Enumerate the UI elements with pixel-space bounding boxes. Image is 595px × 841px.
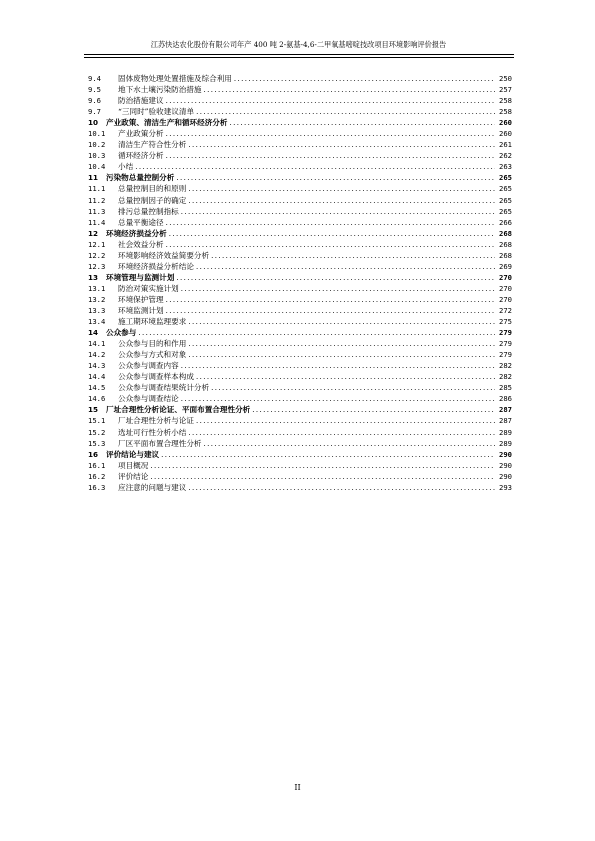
toc-dot-leader — [188, 350, 495, 361]
toc-chapter-entry[interactable] — [88, 272, 512, 283]
toc-entry-page: 293 — [499, 482, 512, 492]
toc-entry-title: 厂址合理性分析与论证 — [118, 416, 194, 426]
toc-section-entry[interactable] — [88, 84, 512, 95]
toc-entry-title: 评价结论与建议 — [106, 449, 160, 459]
toc-entry-title: 清洁生产符合性分析 — [118, 140, 187, 150]
toc-dot-leader — [181, 361, 495, 372]
toc-entry-title: 应注意的问题与建议 — [118, 482, 187, 492]
toc-entry-page: 279 — [499, 350, 512, 360]
toc-entry-page: 270 — [499, 272, 512, 282]
toc-chapter-entry[interactable] — [88, 404, 512, 415]
toc-entry-number: 10.1 — [88, 129, 106, 139]
toc-dot-leader — [166, 96, 495, 107]
toc-dot-leader — [204, 85, 495, 96]
toc-dot-leader — [188, 196, 495, 207]
toc-entry-number: 12.2 — [88, 250, 106, 260]
toc-dot-leader — [188, 317, 495, 328]
toc-entry-number: 9.7 — [88, 107, 101, 117]
toc-entry-title: 总量控制因子的确定 — [118, 195, 187, 205]
toc-entry-number: 14.6 — [88, 394, 106, 404]
toc-entry-number: 15 — [88, 405, 99, 415]
toc-entry-title: “三同时”验收建议清单 — [118, 107, 195, 117]
toc-entry-page: 275 — [499, 317, 512, 327]
toc-entry-number: 14 — [88, 328, 99, 338]
toc-entry-number: 13.2 — [88, 294, 106, 304]
toc-section-entry[interactable] — [88, 371, 512, 382]
toc-entry-number: 12 — [88, 228, 99, 238]
toc-entry-number: 10 — [88, 118, 99, 128]
toc-section-entry[interactable] — [88, 415, 512, 426]
toc-entry-number: 9.4 — [88, 74, 101, 83]
table-of-contents — [88, 73, 512, 493]
toc-entry-title: 施工期环境监理要求 — [118, 317, 187, 327]
toc-section-entry[interactable] — [88, 460, 512, 471]
toc-entry-title: 公众参与调查样本构成 — [118, 372, 194, 382]
toc-section-entry[interactable] — [88, 283, 512, 294]
toc-dot-leader — [135, 162, 495, 173]
toc-chapter-entry[interactable] — [88, 228, 512, 239]
toc-section-entry[interactable] — [88, 106, 512, 117]
toc-entry-title: 公众参与调查结果统计分析 — [118, 383, 210, 393]
toc-entry-title: 厂区平面布置合理性分析 — [118, 438, 202, 448]
toc-entry-page: 269 — [499, 261, 512, 271]
toc-entry-number: 16.1 — [88, 460, 106, 470]
toc-section-entry[interactable] — [88, 382, 512, 393]
toc-section-entry[interactable] — [88, 393, 512, 404]
toc-chapter-entry[interactable] — [88, 327, 512, 338]
toc-entry-page: 287 — [499, 405, 512, 415]
toc-entry-number: 11.2 — [88, 195, 106, 205]
toc-entry-page: 272 — [499, 305, 512, 315]
toc-entry-title: 环境影响经济效益简要分析 — [118, 250, 210, 260]
toc-entry-title: 环境管理与监测计划 — [106, 272, 175, 282]
toc-entry-number: 9.6 — [88, 96, 101, 106]
toc-entry-title: 排污总量控制指标 — [118, 206, 179, 216]
toc-entry-title: 总量控制目的和原则 — [118, 184, 187, 194]
toc-section-entry[interactable] — [88, 206, 512, 217]
toc-dot-leader — [252, 405, 495, 416]
toc-entry-number: 12.3 — [88, 261, 106, 271]
running-header: 江苏快达农化股份有限公司年产 400 吨 2-氨基-4,6-二甲氧基嘧啶技改项目环境影响评价报告 — [150, 40, 447, 49]
toc-section-entry[interactable] — [88, 338, 512, 349]
toc-dot-leader — [166, 151, 495, 162]
toc-dot-leader — [176, 173, 495, 184]
toc-section-entry[interactable] — [88, 305, 512, 316]
page-number: II — [294, 783, 301, 792]
toc-dot-leader — [166, 240, 495, 251]
toc-entry-title: 循环经济分析 — [118, 151, 164, 161]
toc-dot-leader — [181, 284, 495, 295]
toc-entry-page: 260 — [499, 129, 512, 139]
toc-dot-leader — [196, 416, 495, 427]
toc-entry-page: 263 — [499, 162, 512, 172]
toc-entry-title: 厂址合理性分析论证、平面布置合理性分析 — [106, 405, 251, 415]
toc-entry-number: 11.4 — [88, 217, 106, 227]
toc-entry-number: 9.5 — [88, 85, 101, 95]
toc-entry-title: 公众参与调查结论 — [118, 394, 179, 404]
toc-dot-leader — [176, 273, 495, 284]
toc-entry-number: 13.3 — [88, 305, 106, 315]
toc-entry-page: 282 — [499, 372, 512, 382]
toc-dot-leader — [166, 295, 495, 306]
toc-entry-page: 268 — [499, 250, 512, 260]
toc-entry-number: 16.3 — [88, 482, 106, 492]
toc-entry-number: 15.2 — [88, 427, 106, 437]
toc-dot-leader — [196, 372, 495, 383]
toc-section-entry[interactable] — [88, 150, 512, 161]
toc-dot-leader — [138, 328, 495, 339]
toc-entry-number: 16.2 — [88, 471, 106, 481]
toc-entry-number: 13 — [88, 272, 99, 282]
toc-entry-number: 13.1 — [88, 283, 106, 293]
toc-entry-page: 250 — [499, 74, 512, 83]
toc-section-entry[interactable] — [88, 195, 512, 206]
toc-entry-title: 公众参与方式和对象 — [118, 350, 187, 360]
toc-entry-title: 污染物总量控制分析 — [106, 173, 175, 183]
toc-dot-leader — [166, 218, 495, 229]
toc-entry-title: 环境经济损益分析结论 — [118, 261, 194, 271]
toc-entry-number: 14.4 — [88, 372, 106, 382]
toc-section-entry[interactable] — [88, 294, 512, 305]
toc-dot-leader — [166, 129, 495, 140]
toc-entry-page: 279 — [499, 328, 512, 338]
header-rule-thick — [84, 54, 514, 55]
toc-entry-number: 12.1 — [88, 239, 106, 249]
toc-entry-title: 产业政策分析 — [118, 129, 164, 139]
toc-entry-number: 16 — [88, 449, 99, 459]
toc-chapter-entry[interactable] — [88, 449, 512, 460]
toc-section-entry[interactable] — [88, 183, 512, 194]
toc-section-entry[interactable] — [88, 261, 512, 272]
toc-dot-leader — [204, 439, 495, 450]
toc-entry-title: 公众参与目的和作用 — [118, 339, 187, 349]
toc-entry-page: 285 — [499, 383, 512, 393]
toc-dot-leader — [188, 483, 495, 494]
toc-entry-title: 评价结论 — [118, 471, 149, 481]
toc-entry-title: 固体废物处理处置措施及综合利用 — [118, 74, 232, 83]
toc-entry-title: 小结 — [118, 162, 134, 172]
toc-entry-page: 290 — [499, 471, 512, 481]
toc-section-entry[interactable] — [88, 427, 512, 438]
toc-entry-title: 防治对策实施计划 — [118, 283, 179, 293]
toc-entry-title: 环境保护管理 — [118, 294, 164, 304]
toc-dot-leader — [188, 428, 495, 439]
toc-entry-page: 290 — [499, 449, 512, 459]
toc-dot-leader — [181, 207, 495, 218]
toc-section-entry[interactable] — [88, 161, 512, 172]
toc-dot-leader — [166, 306, 495, 317]
toc-entry-title: 地下水土壤污染防治措施 — [118, 85, 202, 95]
toc-section-entry[interactable] — [88, 316, 512, 327]
toc-section-entry[interactable] — [88, 239, 512, 250]
toc-entry-number: 14.5 — [88, 383, 106, 393]
toc-dot-leader — [211, 251, 495, 262]
toc-dot-leader — [150, 461, 495, 472]
toc-entry-number: 13.4 — [88, 317, 106, 327]
toc-dot-leader — [188, 339, 495, 350]
toc-entry-number: 14.3 — [88, 361, 106, 371]
toc-section-entry[interactable] — [88, 471, 512, 482]
toc-dot-leader — [188, 140, 495, 151]
toc-section-entry[interactable] — [88, 438, 512, 449]
toc-entry-number: 14.1 — [88, 339, 106, 349]
toc-entry-page: 279 — [499, 339, 512, 349]
toc-entry-title: 社会效益分析 — [118, 239, 164, 249]
toc-entry-page: 286 — [499, 394, 512, 404]
toc-entry-page: 282 — [499, 361, 512, 371]
toc-entry-number: 10.2 — [88, 140, 106, 150]
toc-section-entry[interactable] — [88, 95, 512, 106]
toc-entry-page: 261 — [499, 140, 512, 150]
toc-dot-leader — [188, 184, 495, 195]
toc-dot-leader — [196, 262, 495, 273]
toc-dot-leader — [211, 383, 495, 394]
toc-entry-page: 268 — [499, 239, 512, 249]
toc-dot-leader — [169, 229, 495, 240]
toc-entry-page: 265 — [499, 184, 512, 194]
toc-dot-leader — [150, 472, 495, 483]
toc-entry-page: 289 — [499, 438, 512, 448]
toc-section-entry[interactable] — [88, 360, 512, 371]
toc-entry-page: 268 — [499, 228, 512, 238]
toc-entry-title: 产业政策、清洁生产和循环经济分析 — [106, 118, 228, 128]
toc-entry-number: 11.3 — [88, 206, 106, 216]
header-rule-thin — [84, 57, 514, 58]
toc-dot-leader — [161, 450, 495, 461]
toc-dot-leader — [196, 107, 495, 118]
toc-entry-number: 11.1 — [88, 184, 106, 194]
toc-chapter-entry[interactable] — [88, 117, 512, 128]
toc-section-entry[interactable] — [88, 250, 512, 261]
toc-entry-page: 290 — [499, 460, 512, 470]
toc-entry-page: 262 — [499, 151, 512, 161]
toc-dot-leader — [234, 74, 495, 85]
toc-section-entry[interactable] — [88, 349, 512, 360]
toc-dot-leader — [230, 118, 496, 129]
toc-entry-title: 公众参与调查内容 — [118, 361, 179, 371]
toc-entry-number: 11 — [88, 173, 99, 183]
toc-section-entry[interactable] — [88, 73, 512, 84]
toc-entry-title: 环境经济损益分析 — [106, 228, 167, 238]
toc-entry-number: 10.3 — [88, 151, 106, 161]
toc-section-entry[interactable] — [88, 482, 512, 493]
toc-entry-page: 265 — [499, 173, 512, 183]
toc-entry-page: 265 — [499, 206, 512, 216]
toc-entry-title: 防治措施建议 — [118, 96, 164, 106]
toc-entry-title: 公众参与 — [106, 328, 137, 338]
toc-entry-number: 15.1 — [88, 416, 106, 426]
toc-entry-title: 环境监测计划 — [118, 305, 164, 315]
toc-entry-title: 总量平衡途径 — [118, 217, 164, 227]
toc-entry-page: 266 — [499, 217, 512, 227]
toc-entry-page: 265 — [499, 195, 512, 205]
toc-entry-number: 10.4 — [88, 162, 106, 172]
toc-entry-page: 258 — [499, 96, 512, 106]
toc-section-entry[interactable] — [88, 128, 512, 139]
toc-entry-page: 289 — [499, 427, 512, 437]
toc-entry-title: 项目概况 — [118, 460, 149, 470]
toc-entry-page: 260 — [499, 118, 512, 128]
toc-entry-page: 270 — [499, 283, 512, 293]
toc-entry-page: 287 — [499, 416, 512, 426]
toc-entry-number: 15.3 — [88, 438, 106, 448]
toc-entry-title: 选址可行性分析小结 — [118, 427, 187, 437]
toc-entry-page: 258 — [499, 107, 512, 117]
toc-entry-page: 257 — [499, 85, 512, 95]
toc-chapter-entry[interactable] — [88, 172, 512, 183]
toc-entry-number: 14.2 — [88, 350, 106, 360]
toc-section-entry[interactable] — [88, 139, 512, 150]
toc-entry-page: 270 — [499, 294, 512, 304]
toc-section-entry[interactable] — [88, 217, 512, 228]
